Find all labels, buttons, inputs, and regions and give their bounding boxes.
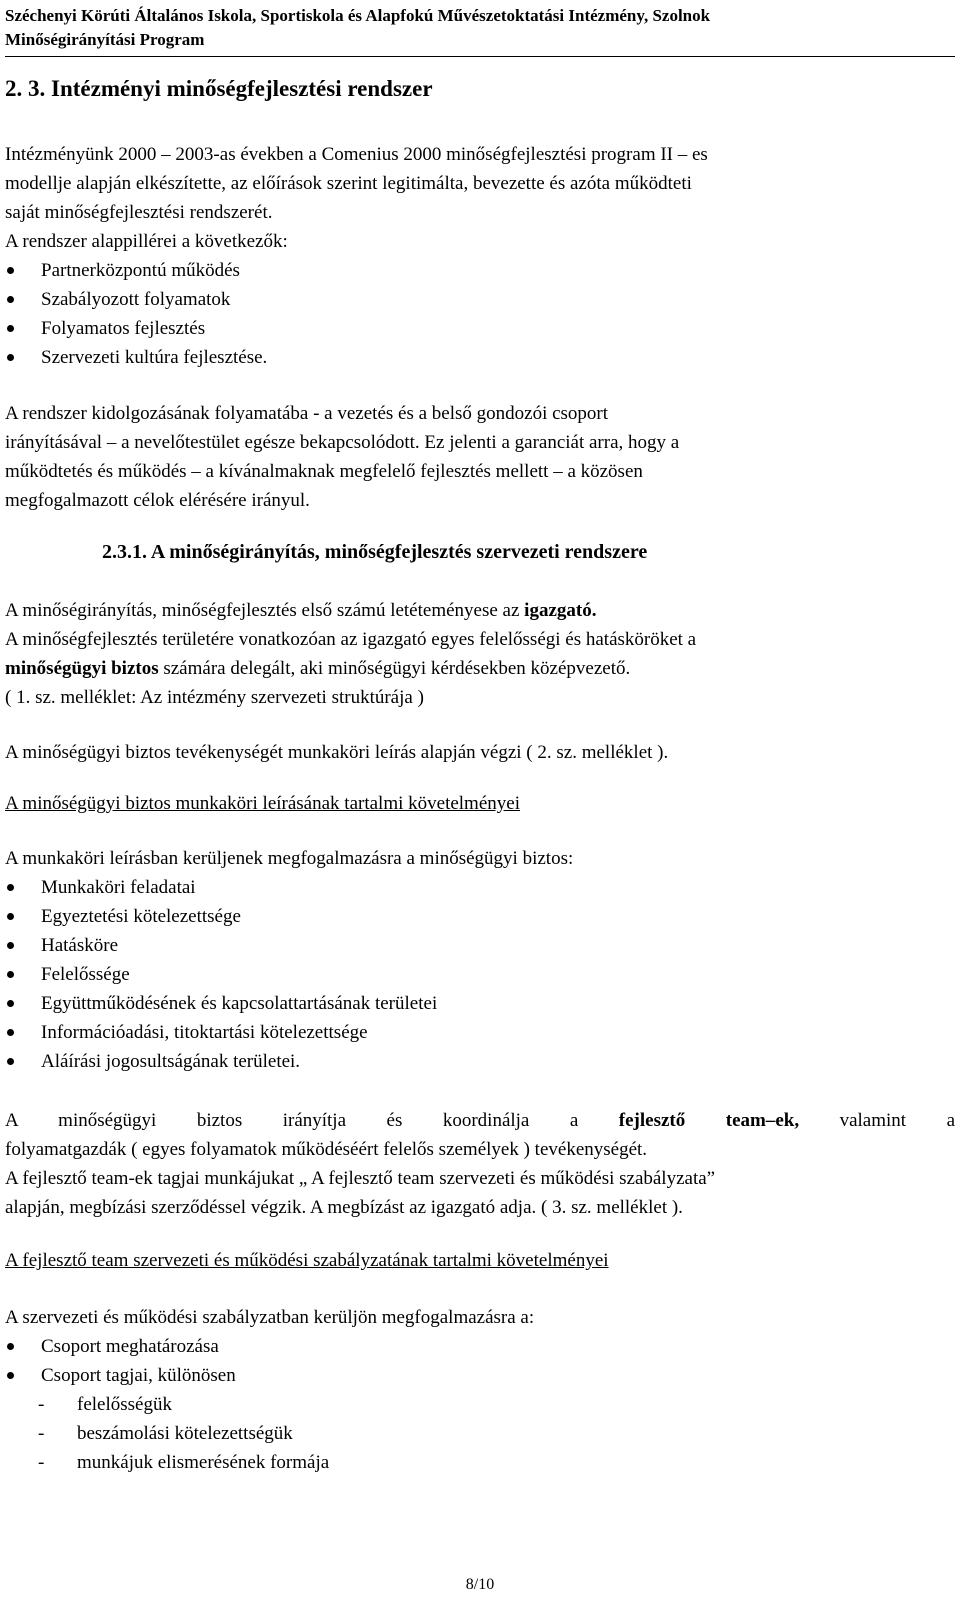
job-item: Egyeztetési kötelezettsége — [5, 902, 955, 931]
dev-team-label: fejlesztő team–ek, — [618, 1110, 800, 1131]
pillars-intro: A rendszer alappillérei a következők: — [5, 231, 288, 252]
process-line: megfogalmazott célok elérésére irányul. — [5, 490, 310, 511]
rules-item: Csoport meghatározása — [5, 1332, 955, 1361]
job-item: Felelőssége — [5, 960, 955, 989]
page-number: 8/10 — [465, 1576, 495, 1593]
dash-marker: - — [38, 1423, 45, 1444]
dash-marker: - — [38, 1394, 45, 1415]
page-header — [5, 4, 710, 52]
job-item: Munkaköri feladatai — [5, 873, 955, 902]
section-title: 2. 3. Intézményi minőségfejlesztési rendszer — [5, 76, 433, 101]
delegation-line — [5, 654, 955, 683]
officer-duties-paragraph — [5, 738, 955, 767]
process-line: A rendszer kidolgozásának folyamatába - a vezetés és a belső gondozói csoport — [5, 403, 609, 424]
header-divider — [5, 56, 955, 57]
intro-line: Intézményünk 2000 – 2003-as években a Comenius 2000 minőségfejlesztési program II – es — [5, 144, 708, 165]
team-rules-block — [5, 1303, 955, 1477]
annex-reference: ( 1. sz. melléklet: Az intézmény szervezeti struktúrája ) — [5, 687, 424, 708]
team-rules-heading — [5, 1246, 955, 1275]
intro-line: saját minőségfejlesztési rendszerét. — [5, 202, 273, 223]
subsection-title: 2.3.1. A minőségirányítás, minőségfejlesztés szervezeti rendszere — [102, 541, 648, 563]
job-item: Hatásköre — [5, 931, 955, 960]
dash-item — [5, 1419, 955, 1448]
dash-marker: - — [38, 1452, 45, 1473]
header-institution: Széchenyi Körúti Általános Iskola, Sportiskola és Alapfokú Művészetoktatási Intézmény, Szolnok — [5, 6, 711, 25]
pillar-item: Szervezeti kultúra fejlesztése. — [5, 343, 955, 372]
process-line: irányításával – a nevelőtestület egésze bekapcsolódott. Ez jelenti a garanciát arra, hogy a — [5, 432, 680, 453]
team-rules-heading-text: A fejlesztő team szervezeti és működési szabályzatának tartalmi követelményei — [5, 1250, 609, 1271]
intro-paragraph — [5, 140, 955, 372]
coordination-paragraph — [5, 1106, 955, 1222]
dash-item — [5, 1448, 955, 1477]
header-program: Minőségirányítási Program — [5, 30, 205, 49]
responsibility-paragraph — [5, 596, 955, 712]
coordination-line — [5, 1106, 955, 1135]
officer-duties-line: A minőségügyi biztos tevékenységét munkaköri leírás alapján végzi ( 2. sz. melléklet ). — [5, 742, 669, 763]
job-description-heading — [5, 789, 955, 818]
delegation-line: A minőségfejlesztés területére vonatkozóan az igazgató egyes felelősségi és hatásköröket a — [5, 629, 697, 650]
rules-item: Csoport tagjai, különösen — [5, 1361, 955, 1390]
quality-officer-label: minőségügyi biztos — [5, 658, 159, 679]
director-label: igazgató. — [524, 600, 597, 621]
job-intro: A munkaköri leírásban kerüljenek megfogalmazásra a minőségügyi biztos: — [5, 848, 574, 869]
process-paragraph — [5, 399, 955, 515]
pillar-item: Folyamatos fejlesztés — [5, 314, 955, 343]
pillar-item: Szabályozott folyamatok — [5, 285, 955, 314]
responsibility-line — [5, 596, 955, 625]
dash-item-text: beszámolási kötelezettségük — [77, 1423, 293, 1444]
coordination-text: A minőségügyi biztos irányítja és koordinálja a — [5, 1110, 619, 1131]
rules-intro: A szervezeti és működési szabályzatban kerüljön megfogalmazásra a: — [5, 1307, 535, 1328]
coordination-text-end: valamint a — [799, 1110, 955, 1131]
job-item: Információadási, titoktartási kötelezettsége — [5, 1018, 955, 1047]
responsibility-text: A minőségirányítás, minőségfejlesztés első számú letéteményese az — [5, 600, 525, 621]
dash-item-text: felelősségük — [77, 1394, 172, 1415]
team-line: alapján, megbízási szerződéssel végzik. A megbízást az igazgató adja. ( 3. sz. melléklet ). — [5, 1197, 683, 1218]
job-description-block — [5, 844, 955, 1076]
intro-line: modellje alapján elkészítette, az előírások szerint legitimálta, bevezette és azóta működteti — [5, 173, 692, 194]
dash-item-text: munkájuk elismerésének formája — [77, 1452, 330, 1473]
job-item: Együttműködésének és kapcsolattartásának területei — [5, 989, 955, 1018]
dash-item — [5, 1390, 955, 1419]
pillar-item: Partnerközpontú működés — [5, 256, 955, 285]
team-line: A fejlesztő team-ek tagjai munkájukat „ A fejlesztő team szervezeti és működési szabályzata” — [5, 1168, 716, 1189]
coordination-line: folyamatgazdák ( egyes folyamatok működéséért felelős személyek ) tevékenységét. — [5, 1139, 648, 1160]
process-line: működtetés és működés – a kívánalmaknak megfelelő fejlesztés mellett – a közösen — [5, 461, 643, 482]
job-item: Aláírási jogosultságának területei. — [5, 1047, 955, 1076]
job-description-heading-text: A minőségügyi biztos munkaköri leírásának tartalmi követelményei — [5, 793, 520, 814]
delegation-text: számára delegált, aki minőségügyi kérdésekben középvezető. — [158, 658, 631, 679]
